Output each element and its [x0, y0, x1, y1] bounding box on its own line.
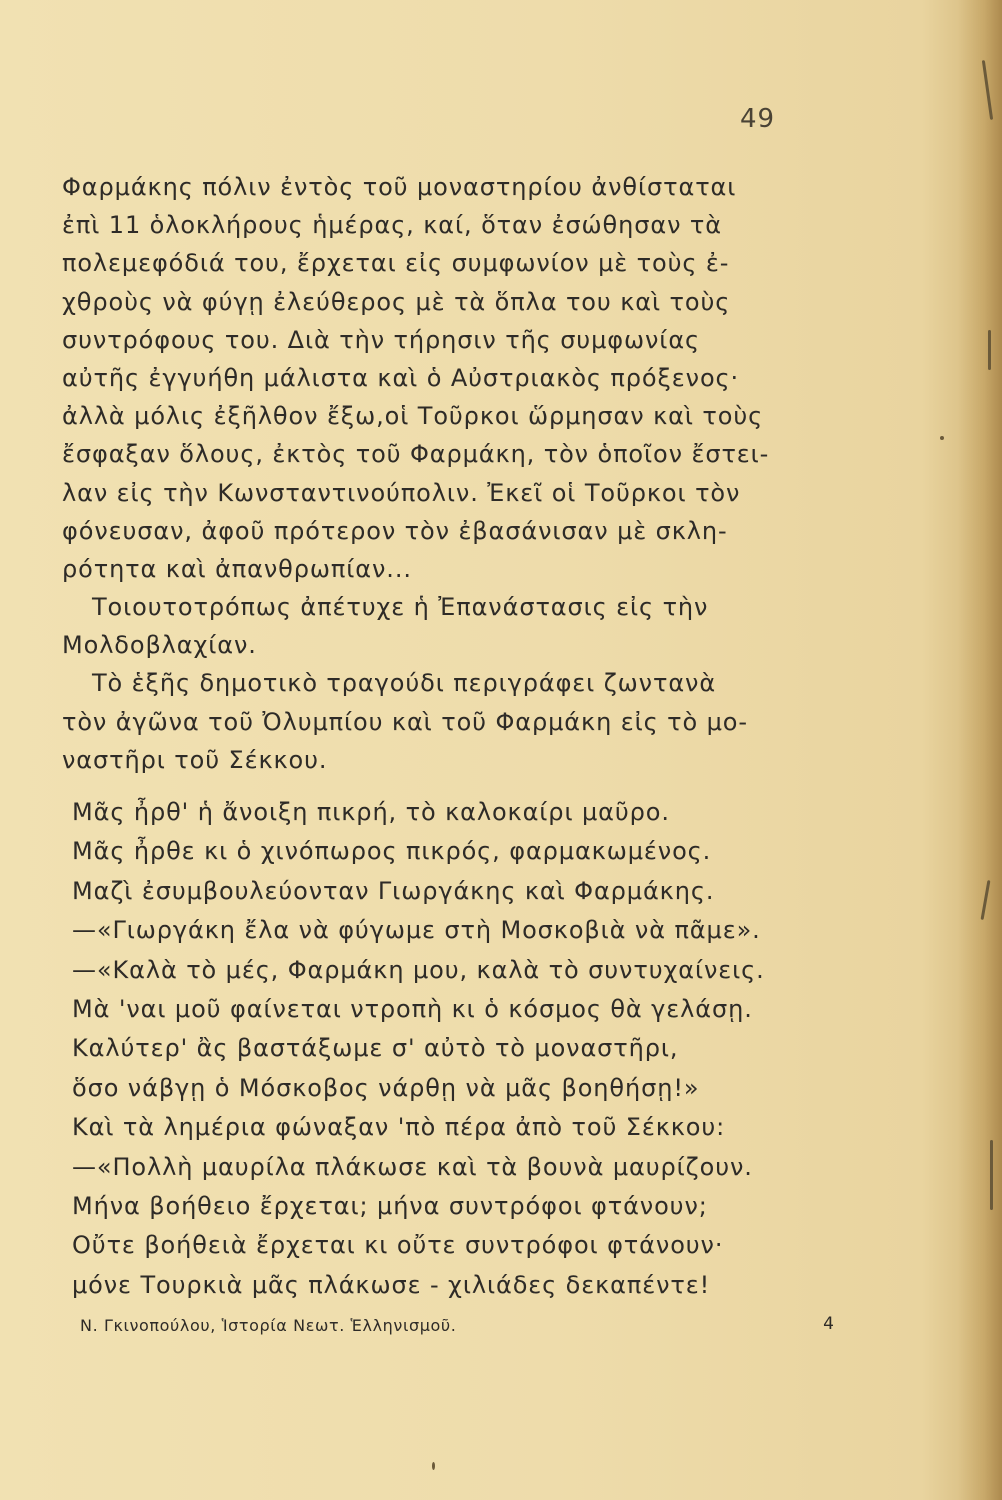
edge-mark: [990, 1140, 993, 1210]
text-line: τὸν ἀγῶνα τοῦ Ὀλυμπίου καὶ τοῦ Φαρμάκη εἰς τὸ μο-: [62, 707, 748, 736]
text-line: πολεμεφόδιά του, ἔρχεται εἰς συμφωνίον μὲ τοὺς ἐ-: [62, 249, 730, 278]
text-line: ναστῆρι τοῦ Σέκκου.: [62, 745, 328, 774]
song-line: μόνε Τουρκιὰ μᾶς πλάκωσε - χιλιάδες δεκαπέντε!: [72, 1270, 711, 1299]
song-line: Μήνα βοήθειο ἔρχεται; μήνα συντρόφοι φτάνουν;: [72, 1191, 708, 1220]
text-line: Τὸ ἑξῆς δημοτικὸ τραγούδι περιγράφει ζωντανὰ: [92, 669, 717, 698]
song-line: Μὰ 'ναι μοῦ φαίνεται ντροπὴ κι ὁ κόσμος θὰ γελάσῃ.: [72, 994, 753, 1023]
text-line: λαν εἰς τὴν Κωνσταντινούπολιν. Ἐκεῖ οἱ Τοῦρκοι τὸν: [62, 478, 741, 507]
text-line: χθροὺς νὰ φύγῃ ἐλεύθερος μὲ τὰ ὅπλα του καὶ τοὺς: [62, 287, 731, 316]
footer-citation: Ν. Γκινοπούλου, Ἱστορία Νεωτ. Ἑλληνισμοῦ.: [80, 1316, 457, 1335]
folk-song: [72, 793, 852, 1305]
signature-mark: 4: [823, 1314, 834, 1334]
text-line: Τοιουτοτρόπως ἀπέτυχε ἡ Ἐπανάστασις εἰς τὴν: [92, 593, 709, 622]
song-line: Καὶ τὰ λημέρια φώναξαν 'πὸ πέρα ἀπὸ τοῦ Σέκκου:: [72, 1113, 726, 1142]
song-line: Οὔτε βοήθειὰ ἔρχεται κι οὔτε συντρόφοι φτάνουν·: [72, 1231, 724, 1260]
song-line: Μαζὶ ἐσυμβουλεύονταν Γιωργάκης καὶ Φαρμάκης.: [72, 876, 715, 905]
paper-speck: [432, 1462, 435, 1470]
body-paragraph: [62, 168, 832, 779]
text-line: συντρόφους του. Διὰ τὴν τήρησιν τῆς συμφωνίας: [62, 325, 701, 354]
text-line: Φαρμάκης πόλιν ἐντὸς τοῦ μοναστηρίου ἀνθίσταται: [62, 173, 737, 201]
text-line: Μολδοβλαχίαν.: [62, 631, 257, 660]
text-line: ἔσφαξαν ὅλους, ἐκτὸς τοῦ Φαρμάκη, τὸν ὁποῖον ἔστει-: [62, 440, 770, 469]
text-line: ἐπὶ 11 ὁλοκλήρους ἡμέρας, καί, ὅταν ἐσώθησαν τὰ: [62, 211, 722, 240]
edge-mark: [988, 330, 991, 370]
text-line: φόνευσαν, ἀφοῦ πρότερον τὸν ἐβασάνισαν μὲ σκλη-: [62, 516, 728, 545]
text-line: αὐτῆς ἐγγυήθη μάλιστα καὶ ὁ Αὐστριακὸς πρόξενος·: [62, 363, 740, 392]
song-line: —«Γιωργάκη ἔλα νὰ φύγωμε στὴ Μοσκοβιὰ νὰ πᾶμε».: [72, 916, 761, 945]
page-footer: [80, 1316, 840, 1346]
song-line: Καλύτερ' ἂς βαστάξωμε σ' αὐτὸ τὸ μοναστῆρι,: [72, 1034, 679, 1063]
song-line: —«Καλὰ τὸ μές, Φαρμάκη μου, καλὰ τὸ συντυχαίνεις.: [72, 955, 765, 984]
page-number: 49: [740, 104, 776, 134]
song-line: ὅσο νάβγῃ ὁ Μόσκοβος νάρθῃ νὰ μᾶς βοηθήσῃ!»: [72, 1073, 700, 1102]
song-line: Μᾶς ἦρθ' ἡ ἄνοιξη πικρή, τὸ καλοκαίρι μαῦρο.: [72, 798, 670, 826]
song-line: —«Πολλὴ μαυρίλα πλάκωσε καὶ τὰ βουνὰ μαυρίζουν.: [72, 1152, 753, 1181]
text-line: ρότητα καὶ ἀπανθρωπίαν...: [62, 554, 412, 583]
text-line: ἀλλὰ μόλις ἐξῆλθον ἔξω,οἱ Τοῦρκοι ὥρμησαν καὶ τοὺς: [62, 402, 764, 431]
paper-speck: [940, 436, 944, 440]
page-edge-shadow: [958, 0, 1002, 1500]
song-line: Μᾶς ἦρθε κι ὁ χινόπωρος πικρός, φαρμακωμένος.: [72, 837, 712, 866]
